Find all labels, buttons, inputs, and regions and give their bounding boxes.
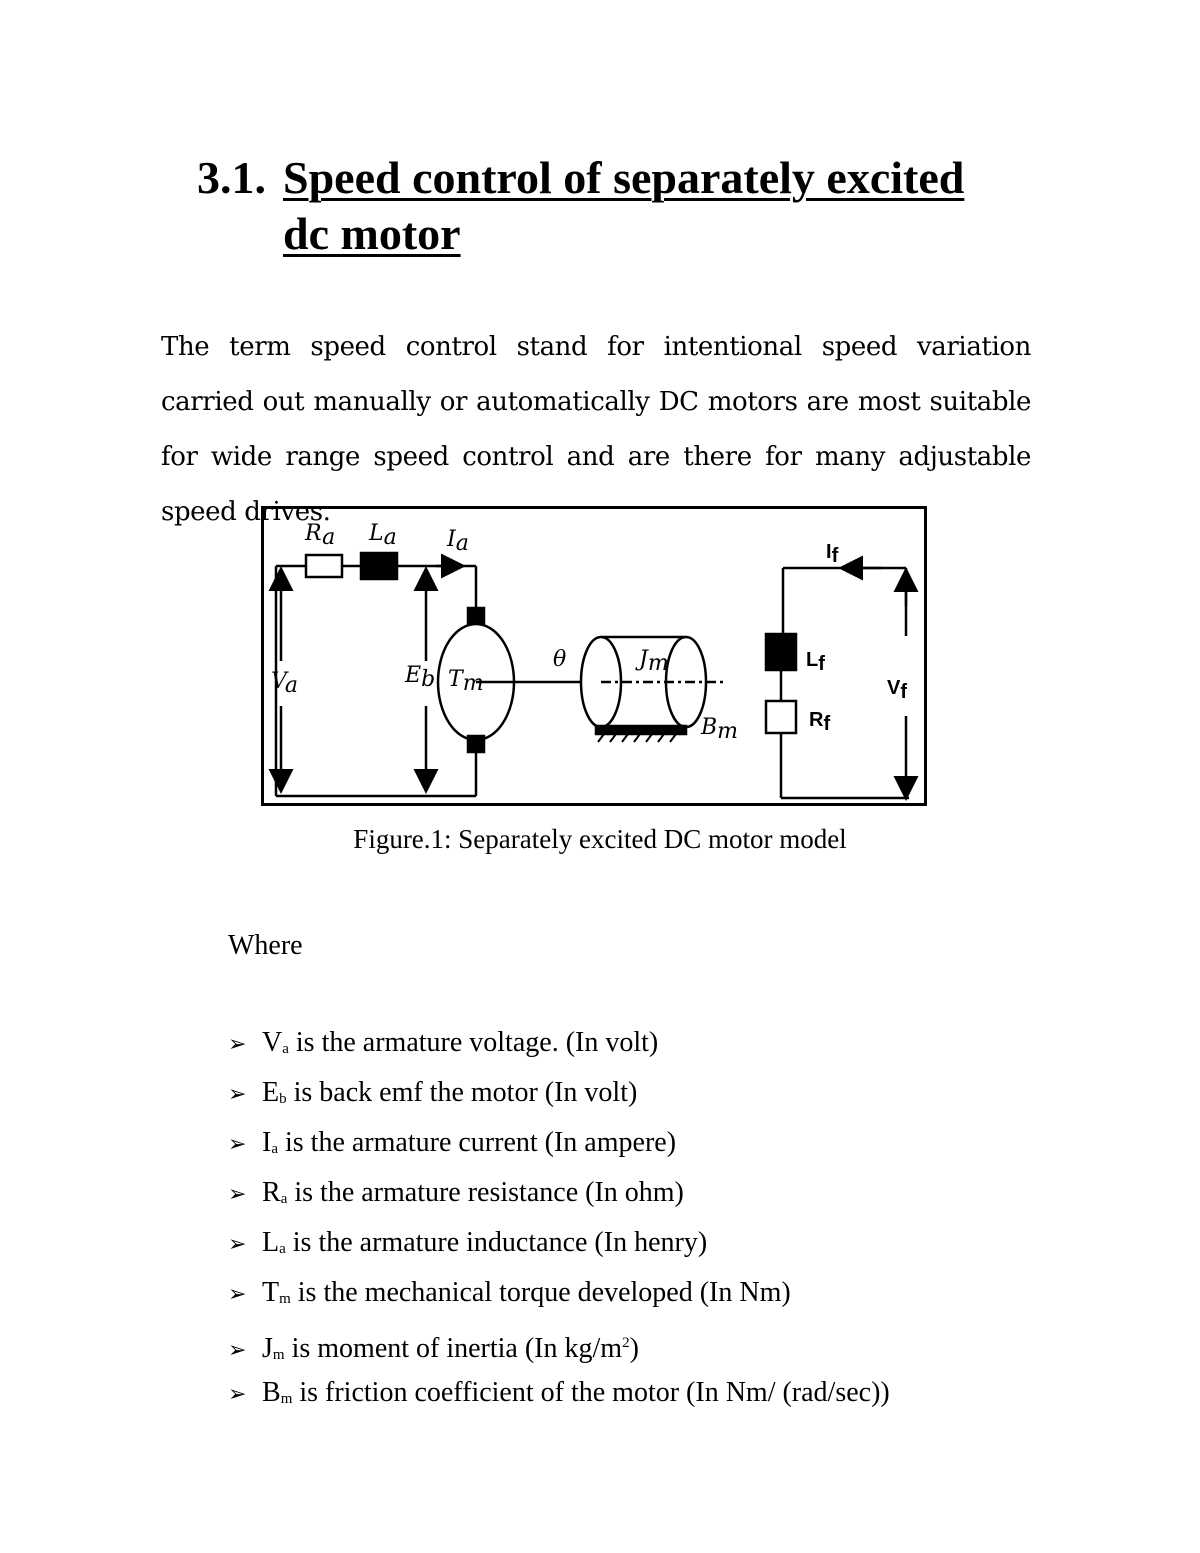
svg-text:Va: [271, 669, 298, 698]
def-subscript: a: [271, 1141, 278, 1157]
arrow-bullet-icon: ➢: [228, 1082, 247, 1107]
svg-text:Ia: [446, 527, 469, 556]
armature-inductor: [361, 553, 397, 579]
arrow-bullet-icon: ➢: [228, 1282, 247, 1307]
label-jm: J: [639, 647, 648, 672]
motor-circuit-diagram: [261, 506, 927, 806]
svg-text:Jm: [635, 647, 669, 676]
def-text-tail: ): [629, 1333, 639, 1364]
list-item: [228, 1220, 890, 1270]
def-symbol: J: [262, 1333, 273, 1364]
def-subscript: a: [282, 1041, 289, 1057]
label-lf-sub: f: [818, 653, 825, 675]
def-text: is the armature current (In ampere): [278, 1127, 677, 1158]
def-symbol: I: [262, 1127, 272, 1158]
label-bm-sub: m: [717, 719, 739, 744]
definition-list: [228, 1020, 890, 1420]
section-heading: [197, 150, 964, 262]
svg-text:Rf: [809, 709, 830, 735]
svg-text:Eb: [404, 663, 435, 692]
armature-circuit: [276, 553, 601, 796]
label-va: V: [271, 669, 285, 694]
arrow-bullet-icon: ➢: [228, 1182, 247, 1207]
motor-brush-top: [468, 608, 484, 624]
arrow-bullet-icon: ➢: [228, 1132, 247, 1157]
label-rf: R: [809, 709, 824, 731]
list-item: [228, 1020, 890, 1070]
label-tm-sub: m: [462, 671, 484, 696]
label-theta: θ: [553, 647, 567, 672]
def-text: is moment of inertia (In kg/m: [284, 1333, 623, 1364]
def-subscript: m: [272, 1347, 285, 1363]
armature-resistor: [306, 555, 342, 577]
field-inductor: [766, 634, 796, 670]
def-symbol: T: [262, 1277, 280, 1308]
section-number: 3.1.: [197, 152, 266, 203]
label-va-sub: a: [284, 673, 298, 698]
list-item: [228, 1170, 890, 1220]
label-ra: R: [305, 521, 323, 546]
label-lf: L: [806, 649, 819, 671]
def-symbol: B: [262, 1377, 281, 1408]
section-title-line2: dc motor: [283, 208, 461, 259]
svg-text:Bm: [700, 715, 738, 744]
label-rf-sub: f: [823, 713, 831, 735]
list-item: [228, 1270, 890, 1320]
svg-text:Ra: [304, 521, 335, 550]
list-item: [228, 1320, 890, 1370]
list-item: [228, 1370, 890, 1420]
svg-text:Tm: [448, 667, 484, 696]
def-text: is the armature voltage. (In volt): [288, 1027, 659, 1058]
def-text: is the mechanical torque developed (In Nm): [290, 1277, 791, 1308]
field-resistor: [766, 701, 796, 733]
label-bm: B: [701, 715, 718, 740]
def-text: is back emf the motor (In volt): [286, 1077, 638, 1108]
arrow-bullet-icon: ➢: [228, 1232, 247, 1257]
def-subscript: a: [279, 1241, 286, 1257]
label-la: L: [369, 521, 384, 546]
def-subscript: m: [280, 1391, 293, 1407]
label-ia: I: [447, 527, 456, 552]
list-item: [228, 1070, 890, 1120]
label-vf-sub: f: [900, 681, 908, 703]
intro-paragraph: The term speed control stand for intentional speed variation carried out manually or automatically DC motors are most suitable for wide range speed control and are there for many adjustable speed drives.: [161, 332, 1031, 527]
svg-text:Vf: [887, 677, 907, 703]
def-subscript: m: [279, 1291, 291, 1307]
def-symbol: R: [262, 1177, 281, 1208]
svg-text:La: [368, 521, 397, 550]
friction-bar: [596, 726, 686, 734]
svg-text:If: [826, 541, 839, 567]
def-text: is the armature resistance (In ohm): [287, 1177, 684, 1208]
def-text: is friction coefficient of the motor (In Nm/ (rad/sec)): [292, 1377, 890, 1408]
def-text: is the armature inductance (In henry): [285, 1227, 708, 1258]
label-jm-sub: m: [647, 651, 669, 676]
def-subscript: b: [279, 1091, 287, 1107]
where-label: Where: [228, 930, 303, 961]
label-ia-sub: a: [455, 531, 469, 556]
figure-caption: Figure.1: Separately excited DC motor model: [353, 824, 847, 854]
section-title-line1: Speed control of separately excited: [283, 152, 965, 203]
label-eb: E: [405, 663, 422, 688]
label-eb-sub: b: [421, 667, 436, 692]
motor-brush-bottom: [468, 736, 484, 752]
label-la-sub: a: [383, 525, 397, 550]
arrow-bullet-icon: ➢: [228, 1338, 247, 1363]
def-symbol: V: [262, 1027, 283, 1058]
def-superscript: 2: [622, 1335, 630, 1351]
label-if-sub: f: [831, 545, 839, 567]
def-symbol: L: [262, 1227, 280, 1258]
label-vf: V: [887, 677, 901, 699]
svg-text:Lf: [806, 649, 825, 675]
arrow-bullet-icon: ➢: [228, 1382, 247, 1407]
label-ra-sub: a: [322, 525, 336, 550]
arrow-bullet-icon: ➢: [228, 1032, 247, 1057]
label-tm: T: [448, 667, 463, 692]
def-subscript: a: [280, 1191, 288, 1207]
list-item: [228, 1120, 890, 1170]
def-symbol: E: [262, 1077, 280, 1108]
label-if: I: [826, 541, 832, 563]
